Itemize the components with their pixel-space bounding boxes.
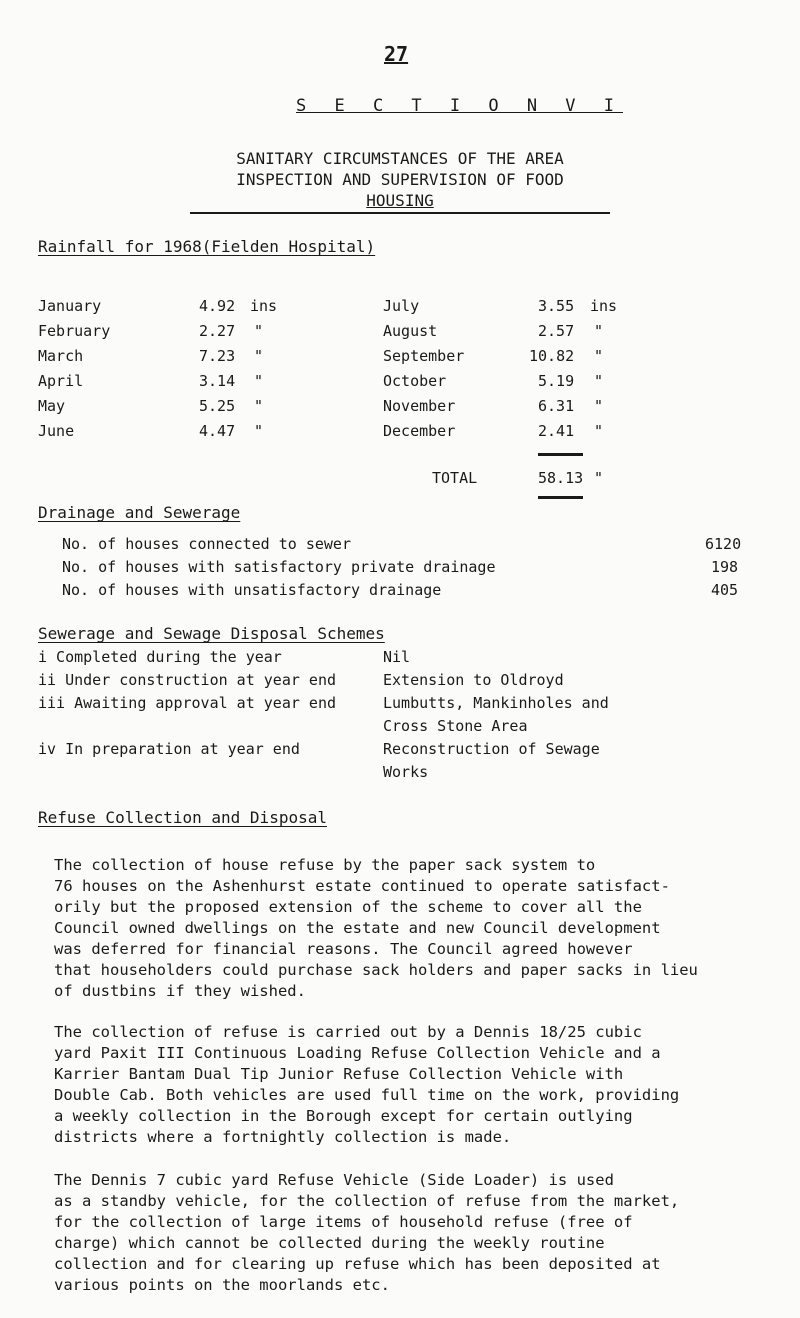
heading-line-3-text: HOUSING: [366, 191, 434, 210]
rainfall-value: 6.31: [538, 397, 575, 415]
rainfall-month: March: [38, 347, 84, 365]
rainfall-unit: ": [594, 347, 604, 365]
paragraph-line: that householders could purchase sack holders and paper sacks in lieu: [54, 961, 698, 979]
rainfall-month: August: [383, 322, 438, 340]
scheme-value: Extension to Oldroyd: [383, 671, 564, 689]
total-rule-top: [538, 453, 583, 456]
rainfall-month: June: [38, 422, 75, 440]
paragraph-line: a weekly collection in the Borough except for certain outlying: [54, 1107, 633, 1125]
refuse-heading: Refuse Collection and Disposal: [38, 808, 327, 827]
drainage-value: 198: [711, 558, 739, 576]
rainfall-unit: ins: [590, 297, 618, 315]
rainfall-total-label: TOTAL: [432, 469, 478, 487]
rainfall-unit: ": [254, 372, 264, 390]
paragraph-line: 76 houses on the Ashenhurst estate continued to operate satisfact-: [54, 877, 670, 895]
scheme-label: ii Under construction at year end: [38, 671, 337, 689]
rainfall-value: 7.23: [199, 347, 236, 365]
scheme-value: Nil: [383, 648, 411, 666]
paragraph-line: orily but the proposed extension of the scheme to cover all the: [54, 898, 642, 916]
rainfall-unit: ": [254, 397, 264, 415]
section-title: S E C T I O N V I: [296, 96, 623, 116]
drainage-value: 405: [711, 581, 739, 599]
rainfall-month: November: [383, 397, 456, 415]
rainfall-value: 5.25: [199, 397, 236, 415]
paragraph-line: as a standby vehicle, for the collection of refuse from the market,: [54, 1192, 680, 1210]
rainfall-month: April: [38, 372, 84, 390]
rainfall-value: 3.55: [538, 297, 575, 315]
scheme-value: Cross Stone Area: [383, 717, 528, 735]
paragraph-line: Karrier Bantam Dual Tip Junior Refuse Collection Vehicle with: [54, 1065, 624, 1083]
rainfall-month: December: [383, 422, 456, 440]
drainage-label: No. of houses with unsatisfactory drainage: [62, 581, 442, 599]
paragraph-line: charge) which cannot be collected during the weekly routine: [54, 1234, 605, 1252]
paragraph-line: of dustbins if they wished.: [54, 982, 306, 1000]
rainfall-month: September: [383, 347, 465, 365]
scheme-label: i Completed during the year: [38, 648, 282, 666]
heading-line-2: INSPECTION AND SUPERVISION OF FOOD: [236, 170, 564, 189]
rainfall-unit: ": [254, 422, 264, 440]
refuse-paragraph-1: [54, 855, 794, 1002]
drainage-value: 6120: [705, 535, 742, 553]
rainfall-total-unit: ": [594, 469, 604, 487]
heading-line-1: SANITARY CIRCUMSTANCES OF THE AREA: [236, 149, 564, 168]
paragraph-line: yard Paxit III Continuous Loading Refuse Collection Vehicle and a: [54, 1044, 661, 1062]
scheme-value: Reconstruction of Sewage: [383, 740, 600, 758]
paragraph-line: The Dennis 7 cubic yard Refuse Vehicle (Side Loader) is used: [54, 1171, 614, 1189]
refuse-paragraph-3: [54, 1170, 794, 1296]
rainfall-month: January: [38, 297, 102, 315]
paragraph-line: The collection of refuse is carried out by a Dennis 18/25 cubic: [54, 1023, 642, 1041]
rainfall-value: 2.57: [538, 322, 575, 340]
rainfall-month: May: [38, 397, 66, 415]
rainfall-unit: ": [594, 372, 604, 390]
total-rule-bottom: [538, 496, 583, 499]
rainfall-value: 4.47: [199, 422, 236, 440]
rainfall-value: 3.14: [199, 372, 236, 390]
drainage-label: No. of houses connected to sewer: [62, 535, 351, 553]
page-number: 27: [384, 42, 409, 66]
drainage-heading: Drainage and Sewerage: [38, 503, 241, 522]
refuse-paragraph-2: [54, 1022, 794, 1148]
paragraph-line: for the collection of large items of household refuse (free of: [54, 1213, 633, 1231]
rainfall-value: 2.27: [199, 322, 236, 340]
heading-line-3: [0, 191, 800, 211]
rainfall-unit: ": [254, 347, 264, 365]
paragraph-line: was deferred for financial reasons. The Council agreed however: [54, 940, 633, 958]
paragraph-line: Double Cab. Both vehicles are used full time on the work, providing: [54, 1086, 680, 1104]
rainfall-value: 4.92: [199, 297, 236, 315]
paragraph-line: districts where a fortnightly collection is made.: [54, 1128, 512, 1146]
rainfall-unit: ": [594, 322, 604, 340]
schemes-heading: Sewerage and Sewage Disposal Schemes: [38, 624, 385, 643]
rainfall-month: October: [383, 372, 447, 390]
paragraph-line: collection and for clearing up refuse which has been deposited at: [54, 1255, 661, 1273]
rainfall-total-value: 58.13: [538, 469, 584, 487]
rainfall-heading: Rainfall for 1968(Fielden Hospital): [38, 237, 376, 256]
rainfall-value: 10.82: [529, 347, 575, 365]
rainfall-value: 2.41: [538, 422, 575, 440]
scheme-label: iii Awaiting approval at year end: [38, 694, 337, 712]
scheme-label: iv In preparation at year end: [38, 740, 300, 758]
rainfall-unit: ": [594, 397, 604, 415]
rainfall-month: February: [38, 322, 111, 340]
drainage-label: No. of houses with satisfactory private drainage: [62, 558, 496, 576]
scheme-value: Lumbutts, Mankinholes and: [383, 694, 609, 712]
rainfall-unit: ins: [250, 297, 278, 315]
rainfall-unit: ": [594, 422, 604, 440]
rainfall-value: 5.19: [538, 372, 575, 390]
heading-rule: [190, 212, 610, 214]
paragraph-line: various points on the moorlands etc.: [54, 1276, 390, 1294]
paragraph-line: Council owned dwellings on the estate and new Council development: [54, 919, 661, 937]
scheme-value: Works: [383, 763, 429, 781]
rainfall-month: July: [383, 297, 420, 315]
paragraph-line: The collection of house refuse by the paper sack system to: [54, 856, 596, 874]
rainfall-unit: ": [254, 322, 264, 340]
